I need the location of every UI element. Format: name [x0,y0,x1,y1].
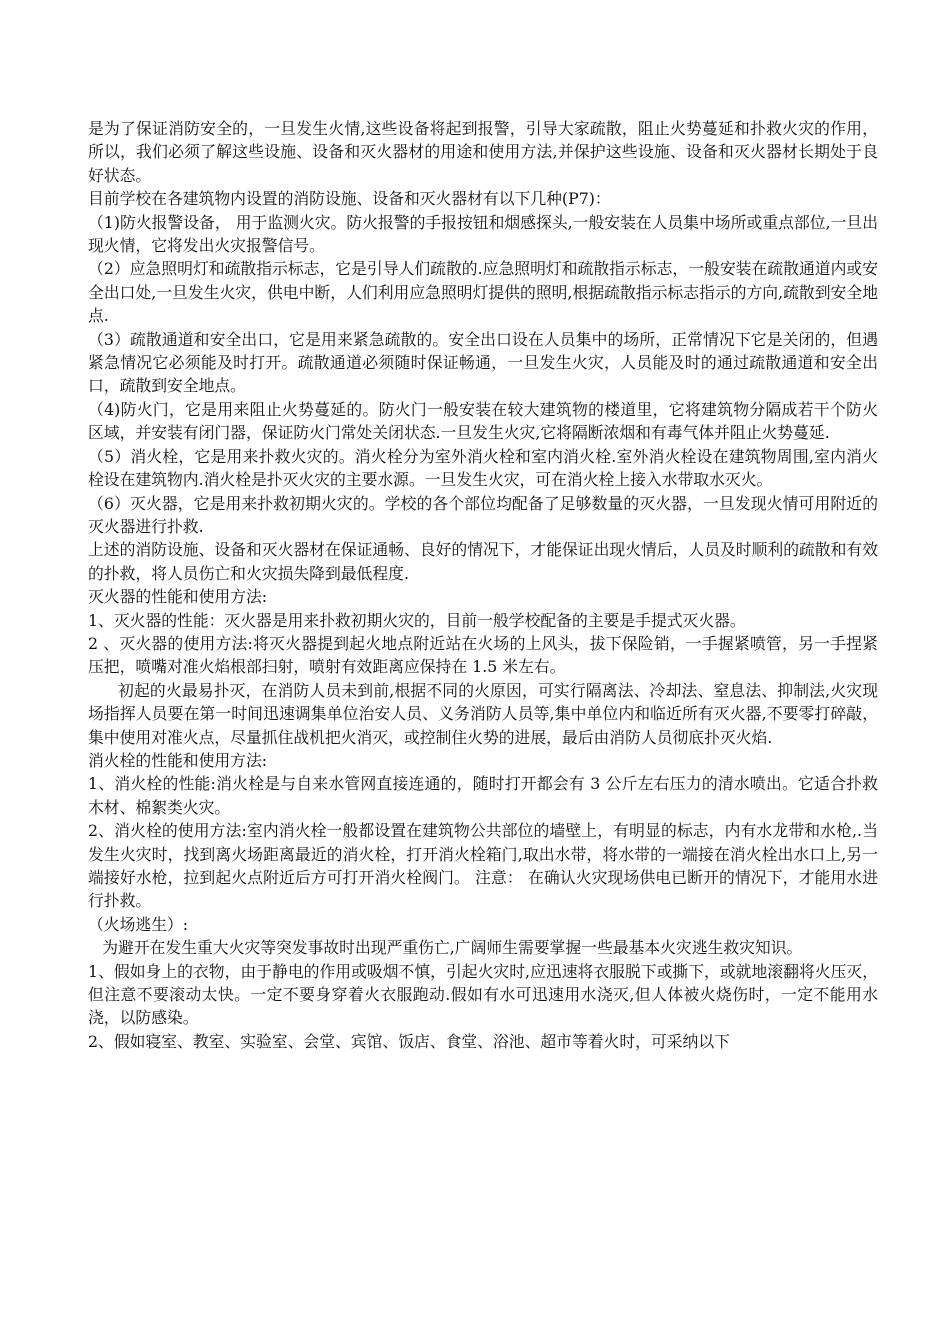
paragraph-escape-clothes-fire: 1、假如身上的衣物，由于静电的作用或吸烟不慎，引起火灾时,应迅速将衣服脱下或撕下，或就地滚翻将火压灭，但注意不要滚动太快。一定不要身穿着火衣服跑动.假如有水可迅速用水浇灭,但人体被火烧伤时，一定不能用水浇，以防感染。 [88,961,878,1028]
heading-extinguisher-usage: 灭火器的性能和使用方法: [88,587,268,607]
paragraph-item-2-emergency-lighting: （2）应急照明灯和疏散指示标志，它是引导人们疏散的.应急照明灯和疏散指示标志，一般安装在疏散通道内或安全出口处,一旦发生火灾，供电中断，人们利用应急照明灯提供的照明,根据疏散指示标志指示的方向,疏散到安全地点. [88,259,878,326]
paragraph-hydrant-method: 2、消火栓的使用方法:室内消火栓一般都设置在建筑物公共部位的墙壁上，有明显的标志，内有水龙带和水枪,.当发生火灾时，找到离火场距离最近的消火栓，打开消火栓箱门,取出水带，将水带的一端接在消火栓出水口上,另一端接好水枪，拉到起火点附近后方可打开消火栓阀门。 注意： 在确认火灾现场供电已断开的情况下，才能用水进行扑救。 [88,821,878,911]
paragraph-extinguisher-method: 2 、灭火器的使用方法:将灭火器提到起火地点附近站在火场的上风头，拔下保险销，一手握紧喷管，另一手捏紧压把，喷嘴对准火焰根部扫射，喷射有效距离应保持在 1.5 米左右。 [88,633,878,677]
paragraph-initial-fire: 初起的火最易扑灭，在消防人员未到前,根据不同的火原因，可实行隔离法、冷却法、窒息法、抑制法,火灾现场指挥人员要在第一时间迅速调集单位治安人员、义务消防人员等,集中单位内和临近所有灭火器,不要零打碎敲，集中使用对准火点，尽量抓住战机把火消灭，或控制住火势的进展，最后由消防人员彻底扑灭火焰. [88,680,878,747]
document-page [88,117,878,1053]
paragraph-item-4-fire-door: （4)防火门，它是用来阻止火势蔓延的。防火门一般安装在较大建筑物的楼道里，它将建筑物分隔成若干个防火区域，并安装有闭门器，保证防火门常处关闭状态.一旦发生火灾,它将隔断浓烟和有毒气体并阻止火势蔓延. [88,399,878,443]
paragraph-facilities-list-intro: 目前学校在各建筑物内设置的消防设施、设备和灭火器材有以下几种(P7)： [88,189,611,209]
paragraph-item-6-extinguisher: （6）灭火器，它是用来扑救初期火灾的。学校的各个部位均配备了足够数量的灭火器，一旦发现火情可用附近的灭火器进行扑救. [88,493,878,536]
heading-hydrant-usage: 消火栓的性能和使用方法: [88,750,268,770]
paragraph-hydrant-performance: 1、消火栓的性能:消火栓是与自来水管网直接连通的，随时打开都会有 3 公斤左右压力的清水喷出。它适合扑救木材、棉絮类火灾。 [88,774,878,817]
paragraph-extinguisher-performance: 1、灭火器的性能：灭火器是用来扑救初期火灾的，目前一般学校配备的主要是手提式灭火器。 [88,610,746,630]
paragraph-item-1-fire-alarm: （1)防火报警设备， 用于监测火灾。防火报警的手报按钮和烟感探头,一般安装在人员集中场所或重点部位,一旦出现火情，它将发出火灾报警信号。 [88,212,878,256]
paragraph-item-3-evacuation-exits: （3）疏散通道和安全出口，它是用来紧急疏散的。安全出口设在人员集中的场所，正常情况下它是关闭的，但遇紧急情况它必须能及时打开。疏散通道必须随时保证畅通，一旦发生火灾，人员能及时的通过疏散通道和安全出口，疏散到安全地点。 [88,329,878,396]
paragraph-escape-building-fire: 2、假如寝室、教室、实验室、会堂、宾馆、饭店、食堂、浴池、超市等着火时，可采纳以下 [88,1031,730,1051]
paragraph-summary: 上述的消防设施、设备和灭火器材在保证通畅、良好的情况下，才能保证出现火情后，人员及时顺利的疏散和有效的扑救，将人员伤亡和火灾损失降到最低程度. [88,540,878,583]
paragraph-intro: 是为了保证消防安全的，一旦发生火情,这些设备将起到报警，引导大家疏散，阻止火势蔓延和扑救火灾的作用，所以，我们必须了解这些设施、设备和灭火器材的用途和使用方法,并保护这些设施、设备和灭火器材长期处于良好状态。 [88,119,878,185]
paragraph-item-5-fire-hydrant: （5）消火栓，它是用来扑救火灾的。消火栓分为室外消火栓和室内消火栓.室外消火栓设在建筑物周围,室内消火栓设在建筑物内.消火栓是扑灭火灾的主要水源。一旦发生火灾，可在消火栓上接入水带取水灭火。 [88,446,878,490]
paragraph-escape-intro: 为避开在发生重大火灾等突发事故时出现严重伤亡,广阔师生需要掌握一些最基本火灾逃生救灾知识。 [102,938,803,958]
heading-fire-escape: （火场逃生）: [88,914,189,934]
